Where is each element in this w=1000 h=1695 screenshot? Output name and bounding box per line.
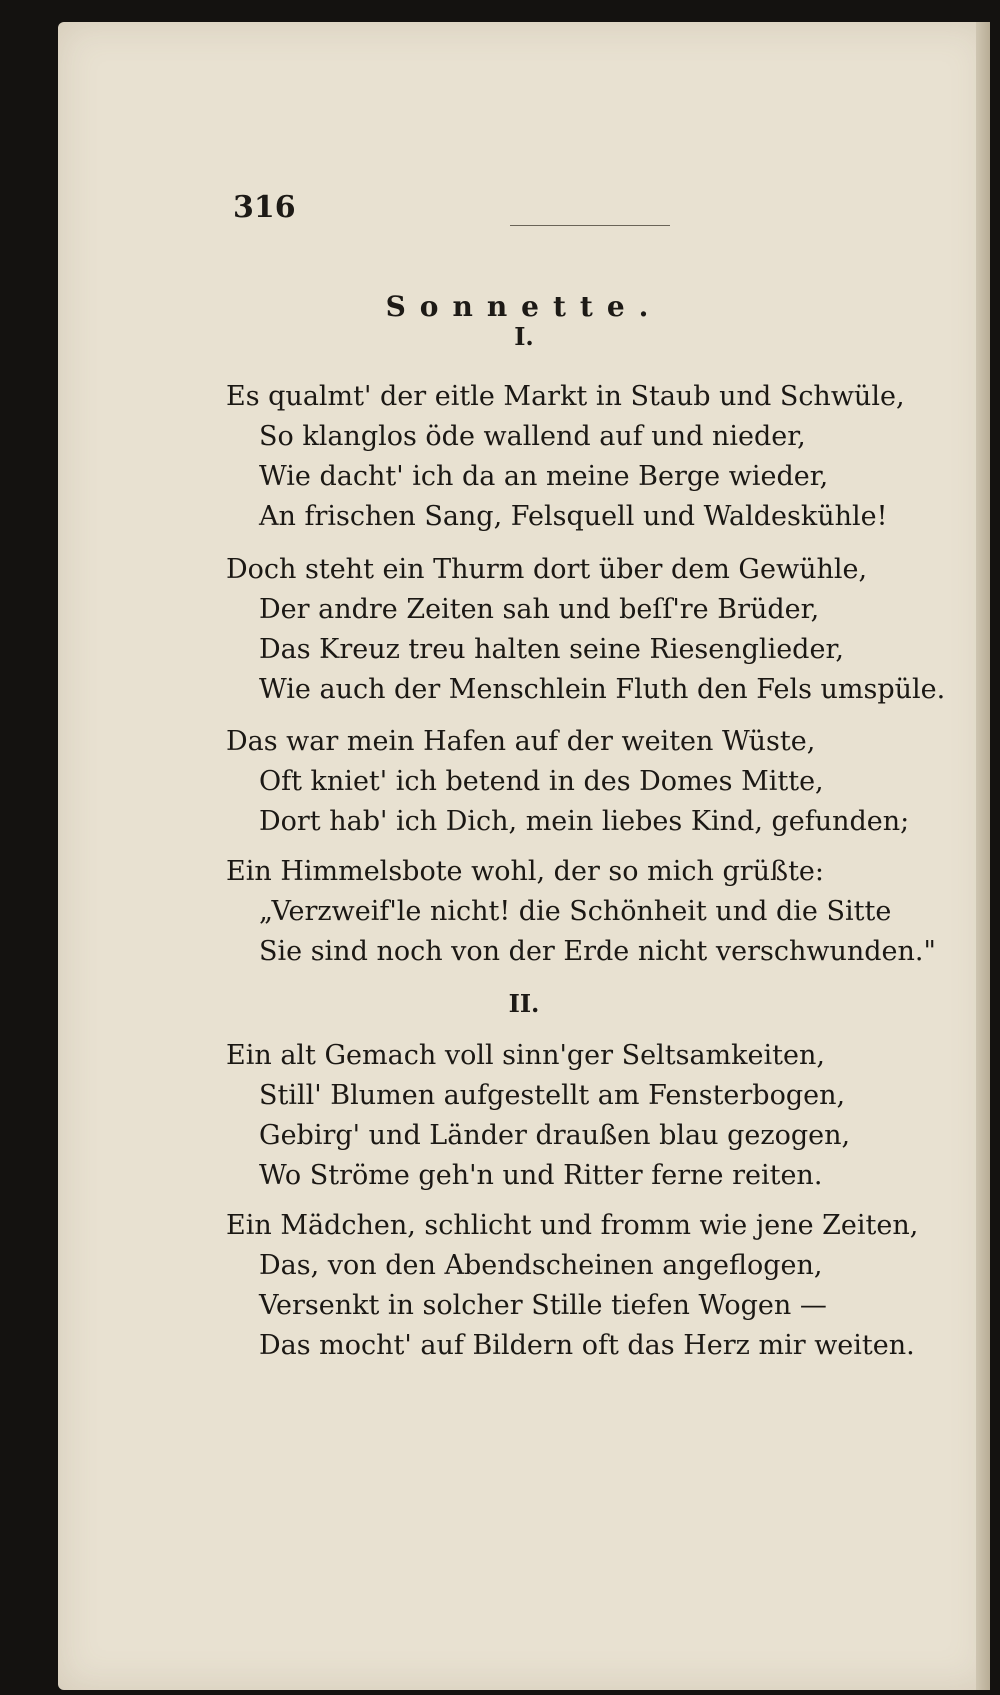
verse-line: Ein alt Gemach voll sinn'ger Seltsamkeiten, — [226, 1040, 825, 1071]
verse-line: Sie sind noch von der Erde nicht verschwunden." — [259, 936, 936, 967]
page-title: Sonnette. — [385, 290, 663, 323]
verse-line: Wo Ströme geh'n und Ritter ferne reiten. — [259, 1160, 823, 1191]
sonnet-1-stanza-2 — [226, 550, 945, 710]
sonnet-1-stanza-4 — [226, 852, 936, 972]
sonnet-2-stanza-1 — [226, 1036, 850, 1196]
verse-line: „Verzweif'le nicht! die Schönheit und die Sitte — [259, 896, 892, 927]
verse-line: Das war mein Hafen auf der weiten Wüste, — [226, 726, 816, 757]
verse-line: Wie dacht' ich da an meine Berge wieder, — [259, 461, 829, 492]
verse-line: Es qualmt' der eitle Markt in Staub und Schwüle, — [226, 381, 905, 412]
verse-line: Versenkt in solcher Stille tiefen Wogen — — [259, 1290, 827, 1321]
page-number: 316 — [233, 190, 296, 225]
verse-line: So klanglos öde wallend auf und nieder, — [259, 421, 806, 452]
verse-line: Doch steht ein Thurm dort über dem Gewühle, — [226, 554, 868, 585]
header-rule — [510, 225, 670, 226]
verse-line: Ein Himmelsbote wohl, der so mich grüßte: — [226, 856, 824, 887]
sonnet-numeral-2: II. — [508, 989, 540, 1018]
verse-line: Das Kreuz treu halten seine Riesenglieder, — [259, 634, 844, 665]
verse-line: Der andre Zeiten sah und beſſ're Brüder, — [259, 594, 820, 625]
sonnet-1-stanza-1 — [226, 377, 905, 537]
verse-line: Das, von den Abendscheinen angeflogen, — [259, 1250, 823, 1281]
sonnet-1-stanza-3 — [226, 722, 909, 842]
verse-line: An frischen Sang, Felsquell und Waldeskühle! — [259, 501, 888, 532]
book-page — [58, 22, 990, 1690]
verse-line: Das mocht' auf Bildern oft das Herz mir weiten. — [259, 1330, 915, 1361]
verse-line: Oft kniet' ich betend in des Domes Mitte, — [259, 766, 824, 797]
verse-line: Still' Blumen aufgestellt am Fensterbogen, — [259, 1080, 846, 1111]
verse-line: Wie auch der Menschlein Fluth den Fels umspüle. — [259, 674, 946, 705]
verse-line: Ein Mädchen, schlicht und fromm wie jene Zeiten, — [226, 1210, 919, 1241]
sonnet-numeral-1: I. — [514, 322, 534, 351]
page-edge — [976, 22, 990, 1690]
sonnet-2-stanza-2 — [226, 1206, 918, 1366]
verse-line: Gebirg' und Länder draußen blau gezogen, — [259, 1120, 851, 1151]
verse-line: Dort hab' ich Dich, mein liebes Kind, gefunden; — [259, 806, 910, 837]
